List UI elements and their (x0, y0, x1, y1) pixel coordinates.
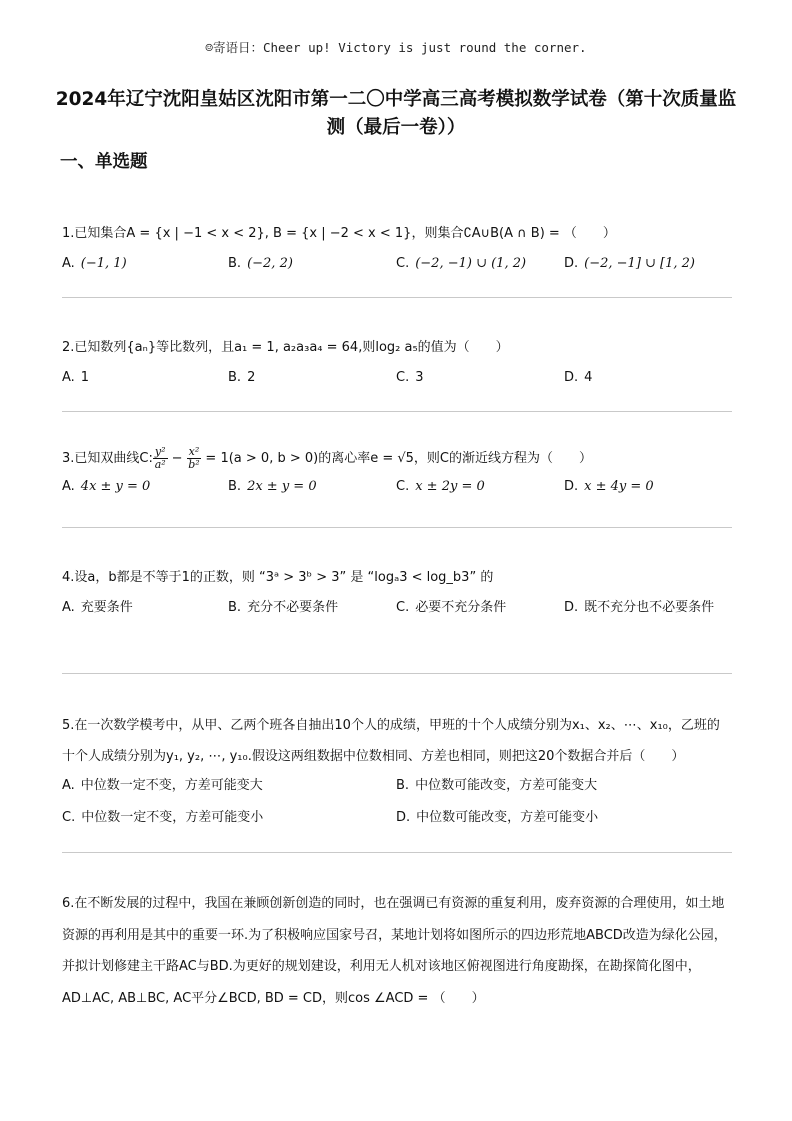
question-stem: 1.已知集合A = {x | −1 < x < 2}, B = {x | −2 < x < 1}，则集合∁A∪B(A ∩ B) = （ ） (62, 226, 616, 241)
option-a[interactable]: A. 1 (62, 370, 90, 385)
option-b[interactable]: B. 2 (228, 370, 256, 385)
question-1 (62, 224, 732, 278)
option-a[interactable]: A. 充要条件 (62, 600, 133, 615)
question-6 (62, 888, 732, 1014)
option-list (62, 808, 732, 838)
option-list (62, 776, 732, 806)
question-3 (62, 446, 732, 501)
question-divider (62, 527, 732, 528)
option-a[interactable]: A. 中位数一定不变，方差可能变大 (62, 778, 263, 793)
option-a[interactable]: A. (−1, 1) (62, 256, 127, 271)
option-b[interactable]: B. 中位数可能改变，方差可能变大 (396, 778, 598, 793)
question-stem: 4.设a，b都是不等于1的正数，则 “3ᵃ > 3ᵇ > 3” 是 “logₐ3 < log_b3” 的 (62, 570, 494, 585)
option-c[interactable]: C. 中位数一定不变，方差可能变小 (62, 810, 264, 825)
option-list (62, 598, 732, 654)
option-c[interactable]: C. x ± 2y = 0 (396, 479, 485, 494)
question-5 (62, 710, 732, 838)
question-divider (62, 411, 732, 412)
motto-line: ☺寄语日：Cheer up! Victory is just round the corner. (205, 40, 587, 55)
question-divider (62, 852, 732, 853)
fraction-y2-a2: $\frac{\text{y²}}{\text{a²}}$ (154, 445, 166, 471)
option-list (62, 477, 732, 501)
option-d[interactable]: D. x ± 4y = 0 (564, 479, 654, 494)
question-stem: 5.在一次数学模考中，从甲、乙两个班各自抽出10个人的成绩，甲班的十个人成绩分别为x₁、x₂、⋯、x₁₀，乙班的十个人成绩分别为y₁, y₂, ⋯, y₁₀.假设这两组数据中位数相同、方差也相同，则把这20个数据合并后（ ） (62, 718, 720, 764)
question-stem: 2.已知数列{aₙ}等比数列，且a₁ = 1, a₂a₃a₄ = 64,则log₂ a₅的值为（ ） (62, 340, 509, 355)
option-d[interactable]: D. 既不充分也不必要条件 (564, 600, 715, 615)
question-2 (62, 338, 732, 392)
option-c[interactable]: C. 3 (396, 370, 424, 385)
option-c[interactable]: C. 必要不充分条件 (396, 600, 507, 615)
option-list (62, 254, 732, 278)
question-stem: 3.已知双曲线C: $\frac{\text{y²}}{\text{a²}}$ − $\frac{\text{x²}}{\text{b²}}$ = 1(a > 0, b > 0)的离心率e = √5，则C的渐近线方程为（ ） (62, 445, 592, 471)
option-list (62, 368, 732, 392)
option-d[interactable]: D. 4 (564, 370, 593, 385)
question-stem: 6.在不断发展的过程中，我国在兼顾创新创造的同时，也在强调已有资源的重复利用，废弃资源的合理使用，如土地资源的再利用是其中的重要一环.为了积极响应国家号召，某地计划将如图所示的四边形荒地ABCD改造为绿化公园，并拟计划修建主干路AC与BD.为更好的规划建设，利用无人机对该地区俯视图进行角度勘探，在勘探简化图中，AD⊥AC, AB⊥BC, AC平分∠BCD, BD = CD，则cos ∠ACD = （ ） (62, 896, 727, 1006)
option-d[interactable]: D. 中位数可能改变，方差可能变小 (396, 810, 599, 825)
question-divider (62, 297, 732, 298)
section-title: 一、单选题 (60, 152, 148, 172)
option-b[interactable]: B. 2x ± y = 0 (228, 479, 317, 494)
fraction-x2-b2: $\frac{\text{x²}}{\text{b²}}$ (188, 445, 200, 471)
option-b[interactable]: B. (−2, 2) (228, 256, 293, 271)
question-divider (62, 673, 732, 674)
option-c[interactable]: C. (−2, −1) ∪ (1, 2) (396, 256, 527, 271)
option-a[interactable]: A. 4x ± y = 0 (62, 479, 151, 494)
option-d[interactable]: D. (−2, −1] ∪ [1, 2) (564, 256, 695, 271)
question-4 (62, 568, 732, 654)
exam-title: 2024年辽宁沈阳皇姑区沈阳市第一二〇中学高三高考模拟数学试卷（第十次质量监测（最后一卷）） (55, 89, 737, 138)
option-b[interactable]: B. 充分不必要条件 (228, 600, 339, 615)
